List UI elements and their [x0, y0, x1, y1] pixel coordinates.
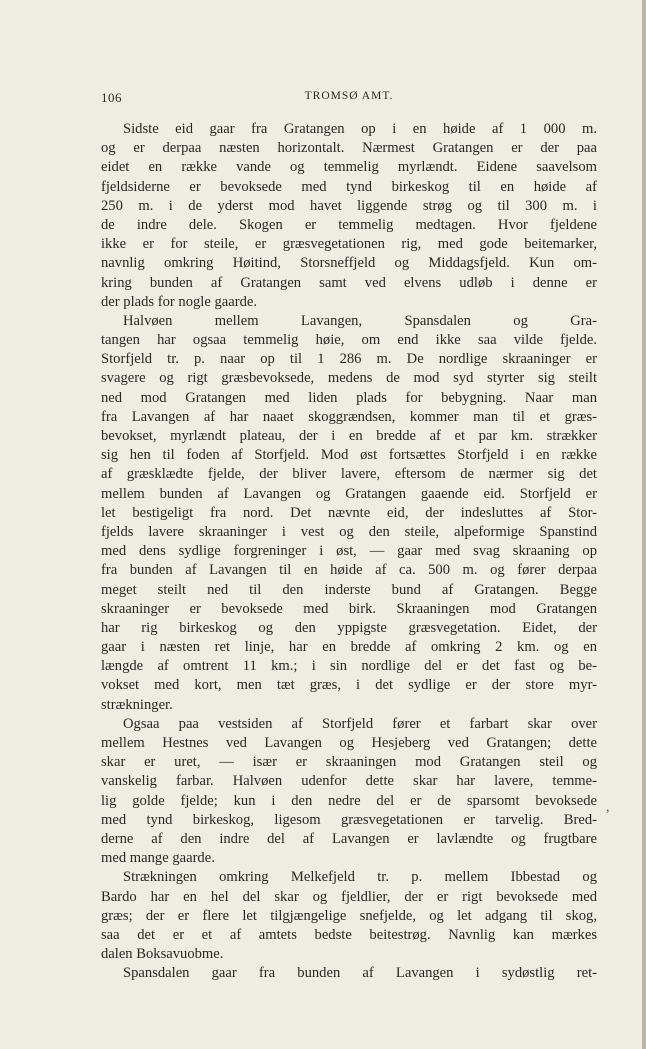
text-line: har rig birkeskog og den yppigste græsvegetation. Eidet, der — [101, 619, 597, 636]
text-line: svagere og rigt græsbevoksede, medens de mod syd styrter sig steilt — [101, 370, 597, 387]
text-line: fra Lavangen af har naaet skoggrændsen, kommer man til et græs- — [101, 408, 597, 425]
text-line: lig golde fjelde; kun i den nedre del er de sparsomt bevoksede — [101, 792, 597, 809]
text-line: mellem bunden af Lavangen og Gratangen gaaende eid. Storfjeld er — [101, 485, 597, 502]
text-line: ned mod Gratangen med liden plads for bebygning. Naar man — [101, 389, 597, 406]
text-line: kring bunden af Gratangen samt ved elvens udløb i denne er — [101, 274, 597, 291]
text-line: let bestigeligt fra nord. Det nævnte eid, der indesluttes af Stor- — [101, 504, 597, 521]
text-line: skraaninger er bevoksede med birk. Skraaningen mod Gratangen — [101, 600, 597, 617]
page-edge — [642, 0, 646, 1049]
text-line: Ogsaa paa vestsiden af Storfjeld fører et farbart skar over — [123, 715, 597, 732]
text-line: og er derpaa næsten horizontalt. Nærmest Gratangen er der paa — [101, 140, 597, 157]
text-line: græs; der er flere let tilgjængelige snefjelde, og let adgang til skog, — [101, 907, 597, 924]
text-line: tangen har ogsaa temmelig høie, om end ikke saa vilde fjelde. — [101, 332, 597, 349]
text-line: sig hen til foden af Storfjeld. Mod øst fortsættes Storfjeld i en række — [101, 447, 597, 464]
text-line: meget steilt ned til den inderste bund af Gratangen. Begge — [101, 581, 597, 598]
text-line: gaar i næsten ret linje, har en bredde af omkring 2 km. og en — [101, 639, 597, 656]
page-number: 106 — [101, 90, 122, 105]
text-line: saa det er et af amtets bedste beitestrøg. Navnlig kan mærkes — [101, 926, 597, 943]
text-line: der plads for nogle gaarde. — [101, 293, 258, 310]
text-line: med mange gaarde. — [101, 850, 215, 867]
text-line: Bardo har en hel del skar og fjeldlier, der er rigt bevoksede med — [101, 888, 597, 905]
text-line: Storfjeld tr. p. naar op til 1 286 m. De nordlige skraaninger er — [101, 351, 597, 368]
text-line: mellem Hestnes ved Lavangen og Hesjeberg ved Gratangen; dette — [101, 735, 597, 751]
text-line: med tynd birkeskog, ligesom græsvegetationen er tarvelig. Bred- — [101, 811, 597, 828]
margin-mark: , — [606, 800, 610, 815]
text-line: med dens sydlige forgreninger i øst, — gaar med svag skraaning op — [101, 543, 597, 560]
text-line: Strækningen omkring Melkefjeld tr. p. mellem Ibbestad og — [123, 869, 597, 886]
text-line: dalen Boksavuobme. — [101, 946, 224, 963]
text-line: eidet en række vande og temmelig myrlændt. Eidene saavelsom — [101, 159, 597, 176]
text-line: 250 m. i de yderst mod havet liggende strøg og til 300 m. i — [101, 197, 597, 214]
text-line: fra bunden af Lavangen til en høide af ca. 500 m. og fører derpaa — [101, 562, 597, 579]
text-line: fjelds lavere skraaninger i vest og den steile, alpeformige Spanstind — [101, 523, 597, 540]
text-line: vanskelig farbar. Halvøen udenfor dette skar har lavere, temme- — [101, 773, 597, 790]
text-line: ikke er for steile, er græsvegetationen rig, med gode beitemarker, — [101, 236, 597, 253]
running-title: TROMSØ AMT. — [304, 90, 394, 102]
text-line: de indre dele. Skogen er temmelig medtagen. Hvor fjeldene — [101, 216, 597, 233]
text-line: fjeldsiderne er bevoksede med tynd birkeskog til en høide af — [101, 178, 597, 195]
text-line: strækninger. — [101, 696, 173, 713]
text-line: vokset med kort, men tæt græs, i det sydlige er der store myr- — [101, 677, 597, 694]
body-text — [101, 120, 597, 983]
text-line: længde af omtrent 11 km.; i sin nordlige del er det fast og be- — [101, 658, 597, 675]
text-line: Sidste eid gaar fra Gratangen op i en høide af 1 000 m. — [123, 121, 597, 137]
text-line: derne af den indre del af Lavangen er lavlændte og frugtbare — [101, 830, 597, 847]
text-line: bevokset, myrlændt plateau, der i en bredde af et par km. strækker — [101, 428, 597, 444]
text-line: af græsklædte fjelde, der bliver lavere, eftersom de nærmer sig det — [101, 466, 597, 483]
text-line: navnlig omkring Høitind, Storsneffjeld og Middagsfjeld. Kun om- — [101, 255, 597, 272]
text-line: skar er uret, — især er skraaningen mod Gratangen steil og — [101, 754, 597, 771]
text-line: Halvøen mellem Lavangen, Spansdalen og Gra- — [123, 312, 597, 329]
text-line: Spansdalen gaar fra bunden af Lavangen i sydøstlig ret- — [123, 965, 597, 982]
page-header — [101, 90, 597, 106]
